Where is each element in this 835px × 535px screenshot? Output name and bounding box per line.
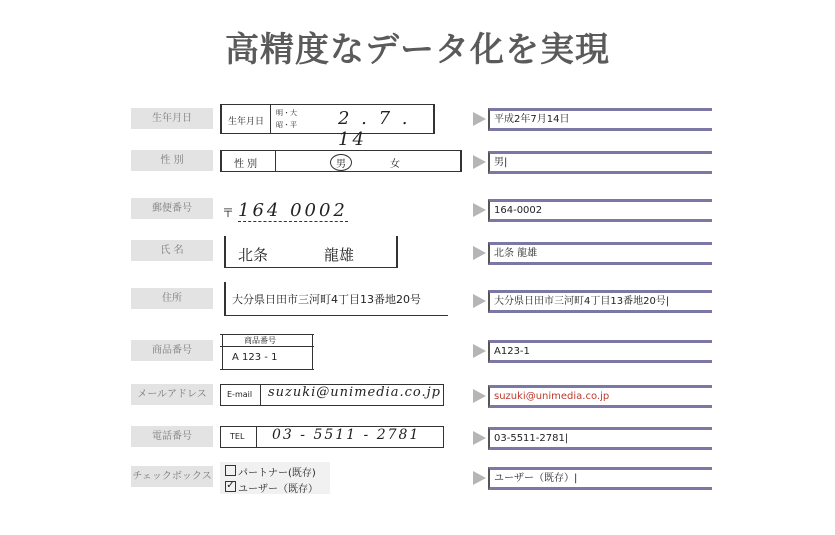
scan-birthdate-value: 2 . 7 . 14 xyxy=(338,108,411,150)
scan-birthdate xyxy=(220,104,435,150)
scan-product-header: 商品番号 xyxy=(244,336,276,345)
scan-checkbox xyxy=(220,462,330,494)
scan-name-family: 北条 xyxy=(238,246,269,264)
output-gender[interactable]: 男| xyxy=(488,151,712,174)
page-title: 高精度なデータ化を実現 xyxy=(225,30,610,70)
scan-birthdate-label: 生年月日 xyxy=(228,117,265,127)
output-postal-code[interactable]: 164-0002 xyxy=(488,199,712,222)
checkbox-partner-icon xyxy=(225,465,236,476)
scan-era-bottom: 昭・平 xyxy=(276,121,297,129)
output-checkbox[interactable]: ユーザー（既存）| xyxy=(488,467,712,490)
scan-gender xyxy=(220,150,462,172)
scan-check-user: ユーザー（既存） xyxy=(238,484,318,495)
scan-phone-value: 03 - 5511 - 2781 xyxy=(272,427,421,443)
scan-address-value: 大分県日田市三河町4丁目13番地20号 xyxy=(232,293,421,306)
scan-postal-value: 164 0002 xyxy=(238,200,348,221)
scan-phone-label: TEL xyxy=(230,432,245,441)
scan-email-value: suzuki@unimedia.co.jp xyxy=(268,385,441,400)
scan-email xyxy=(220,384,444,406)
arrow-right-icon xyxy=(473,155,486,169)
field-label-postal-code: 郵便番号 xyxy=(131,198,213,219)
arrow-right-icon xyxy=(473,471,486,485)
output-email[interactable]: suzuki@unimedia.co.jp xyxy=(488,385,712,408)
scan-postal xyxy=(220,198,350,226)
scan-gender-female: 女 xyxy=(390,159,400,170)
arrow-right-icon xyxy=(473,344,486,358)
arrow-right-icon xyxy=(473,431,486,445)
scan-phone xyxy=(220,426,444,448)
scan-email-label: E-mail xyxy=(227,390,253,399)
output-phone[interactable]: 03-5511-2781| xyxy=(488,427,712,450)
field-label-phone: 電話番号 xyxy=(131,426,213,447)
field-label-checkbox: チェックボックス xyxy=(131,466,213,487)
arrow-right-icon xyxy=(473,246,486,260)
scan-gender-male: 男 xyxy=(330,154,352,171)
field-label-product-number: 商品番号 xyxy=(131,340,213,361)
arrow-right-icon xyxy=(473,294,486,308)
scan-era-top: 明・大 xyxy=(276,109,297,117)
postal-mark: 〒 xyxy=(222,206,235,220)
scan-name xyxy=(220,236,400,268)
field-label-email: メールアドレス xyxy=(131,384,213,405)
scan-gender-label: 性 別 xyxy=(234,159,258,170)
field-label-address: 住所 xyxy=(131,288,213,309)
scan-address xyxy=(220,282,450,318)
field-label-birthdate: 生年月日 xyxy=(131,108,213,129)
scan-check-partner: パートナー(既存) xyxy=(238,468,316,479)
checkbox-user-checked-icon: ✓ xyxy=(226,480,235,491)
field-label-gender: 性 別 xyxy=(131,150,213,171)
output-product-number[interactable]: A123-1 xyxy=(488,340,712,363)
scan-product-value: A 123 - 1 xyxy=(232,352,278,363)
field-label-name: 氏 名 xyxy=(131,240,213,261)
output-address[interactable]: 大分県日田市三河町4丁目13番地20号| xyxy=(488,290,712,313)
output-name[interactable]: 北条 龍雄 xyxy=(488,242,712,265)
arrow-right-icon xyxy=(473,203,486,217)
arrow-right-icon xyxy=(473,389,486,403)
scan-name-given: 龍雄 xyxy=(324,246,355,264)
arrow-right-icon xyxy=(473,112,486,126)
output-birthdate[interactable]: 平成2年7月14日 xyxy=(488,108,712,131)
scan-product xyxy=(220,334,314,370)
